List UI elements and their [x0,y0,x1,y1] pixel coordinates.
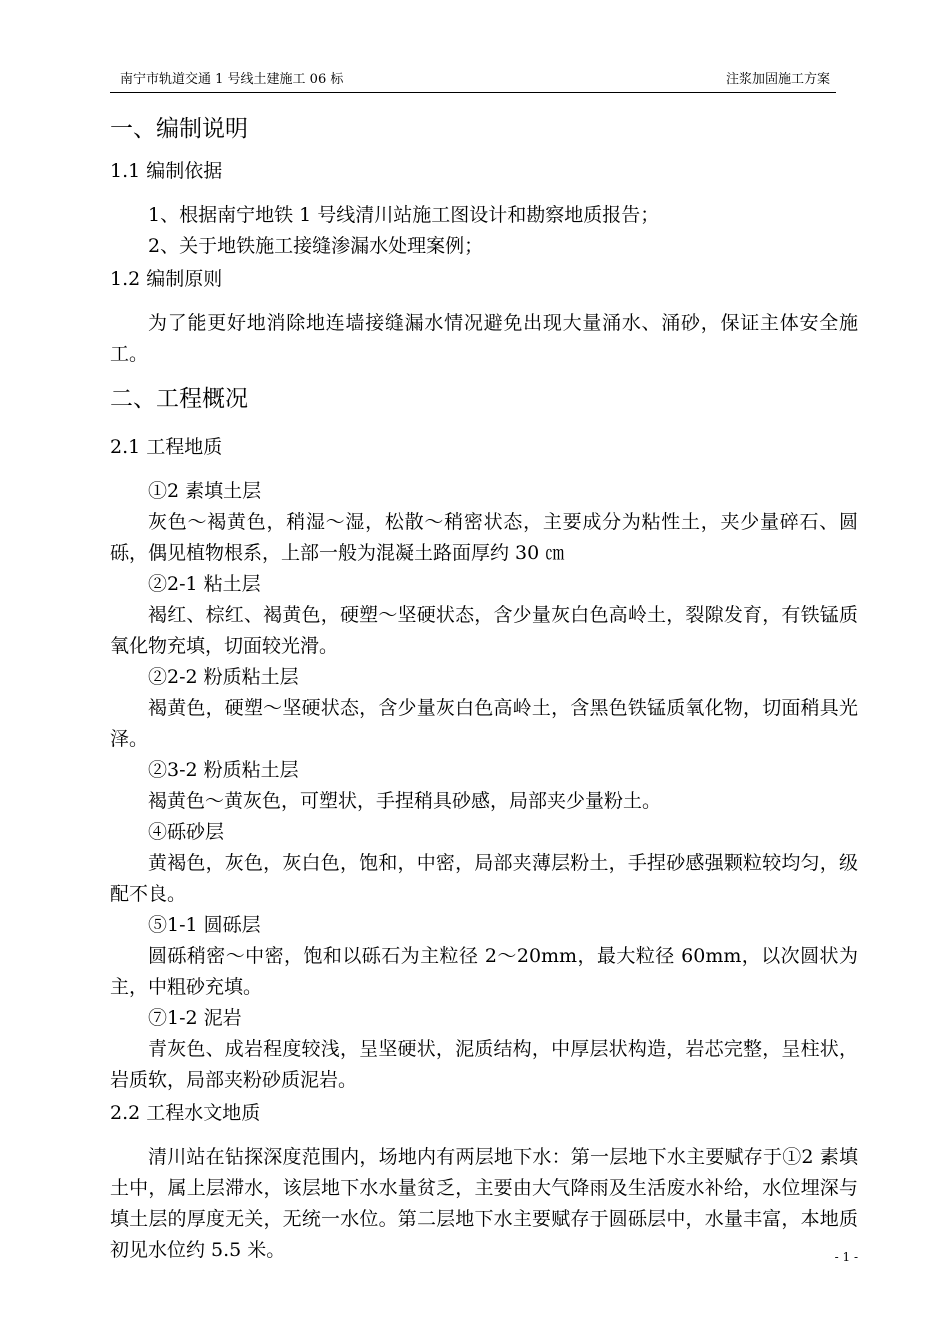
basis-item-1: 1、根据南宁地铁 1 号线清川站施工图设计和勘察地质报告； [148,204,660,226]
layer-description: 圆砾稍密～中密，饱和以砾石为主粒径 2～20mm，最大粒径 60mm，以次圆状为主，中粗砂充填。 [110,945,858,998]
layer-description: 黄褐色，灰色，灰白色，饱和，中密，局部夹薄层粉土，手捏砂感强颗粒较均匀，级配不良。 [110,852,858,905]
section-1-1-heading: 1.1 编制依据 [110,160,223,182]
layer-name: ②3-2 粉质粘土层 [148,759,299,781]
layer-name: ①2 素填土层 [148,480,262,502]
document-body [110,112,858,1266]
layer-name: ⑦1-2 泥岩 [148,1007,242,1029]
section-2-1-heading: 2.1 工程地质 [110,436,223,458]
page-header [110,70,836,93]
section-1-2-heading: 1.2 编制原则 [110,268,223,290]
header-project-name: 南宁市轨道交通 1 号线土建施工 06 标 [120,72,344,87]
hydrogeology-paragraph: 清川站在钻探深度范围内，场地内有两层地下水：第一层地下水主要赋存于①2 素填土中，属上层滞水，该层地下水水量贫乏，主要由大气降雨及生活废水补给，水位埋深与填土层的厚度无关，无统一水位。第二层地下水主要赋存于圆砾层中，水量丰富，本地质初见水位约 5.5 米。 [110,1146,858,1261]
section-1-heading: 一、编制说明 [110,116,248,142]
layer-description: 褐黄色～黄灰色，可塑状，手捏稍具砂感，局部夹少量粉土。 [148,790,662,812]
section-2-2-heading: 2.2 工程水文地质 [110,1102,261,1124]
basis-item-2: 2、关于地铁施工接缝渗漏水处理案例； [148,235,484,257]
layer-description: 褐黄色，硬塑～坚硬状态，含少量灰白色高岭土，含黑色铁锰质氧化物，切面稍具光泽。 [110,697,858,750]
layer-name: ④砾砂层 [148,821,225,843]
header-document-title: 注浆加固施工方案 [725,72,830,87]
layer-description: 褐红、棕红、褐黄色，硬塑～坚硬状态，含少量灰白色高岭土，裂隙发育，有铁锰质氧化物充填，切面较光滑。 [110,604,858,657]
layer-description: 灰色～褐黄色，稍湿～湿，松散～稍密状态，主要成分为粘性土，夹少量碎石、圆砾，偶见植物根系，上部一般为混凝土路面厚约 30 ㎝ [110,511,858,564]
page-number: - 1 - [834,1250,858,1264]
layer-name: ②2-2 粉质粘土层 [148,666,299,688]
layer-name: ⑤1-1 圆砾层 [148,914,261,936]
layer-description: 青灰色、成岩程度较浅，呈坚硬状，泥质结构，中厚层状构造，岩芯完整，呈柱状，岩质软，局部夹粉砂质泥岩。 [110,1038,858,1091]
section-2-heading: 二、工程概况 [110,386,248,412]
principle-paragraph: 为了能更好地消除地连墙接缝漏水情况避免出现大量涌水、涌砂，保证主体安全施工。 [110,312,858,365]
layer-name: ②2-1 粘土层 [148,573,261,595]
